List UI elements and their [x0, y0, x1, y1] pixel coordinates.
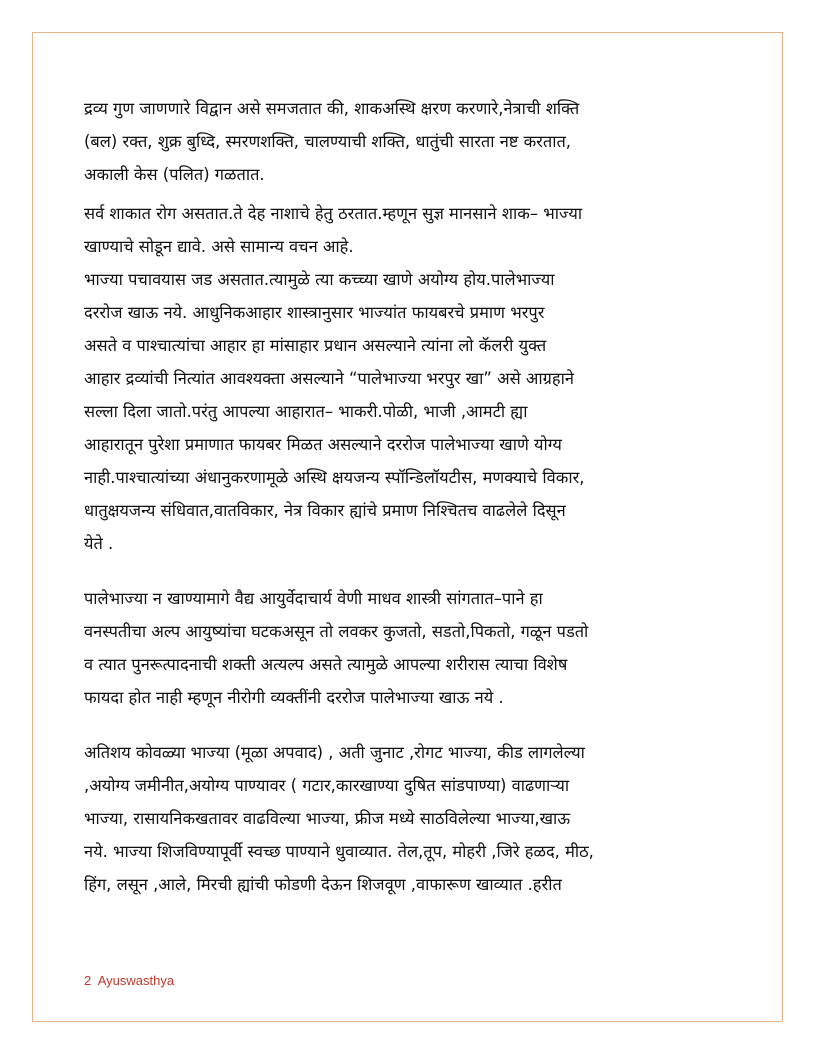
text-line: ,अयोग्य जमीनीत,अयोग्य पाण्यावर ( गटार,कारखाण्या दुषित सांडपाण्या) वाढणाऱ्या	[84, 776, 570, 795]
page-footer	[84, 973, 174, 988]
text-line: भाज्या पचावयास जड असतात.त्यामुळे त्या कच्च्या खाणे अयोग्य होय.पालेभाज्या	[84, 270, 555, 289]
footer-title: Ayuswasthya	[97, 973, 175, 988]
paragraph-5	[84, 736, 734, 901]
text-line: व त्यात पुनरूत्पादनाची शक्ती अत्यल्प असते त्यामुळे आपल्या शरीरास त्याचा विशेष	[84, 655, 568, 674]
paragraph-4	[84, 582, 734, 714]
text-line: भाज्या, रासायनिकखतावर वाढविल्या भाज्या, फ्रीज मध्ये साठविलेल्या भाज्या,खाऊ	[84, 809, 571, 828]
text-line: अतिशय कोवळ्या भाज्या (मूळा अपवाद) , अती जुनाट ,रोगट भाज्या, कीड लागलेल्या	[84, 743, 585, 762]
page-number: 2	[84, 973, 92, 988]
paragraph-3	[84, 263, 734, 560]
text-line: अकाली केस (पलित) गळतात.	[84, 165, 265, 184]
text-line: येते .	[84, 534, 114, 553]
text-line: सर्व शाकात रोग असतात.ते देह नाशाचे हेतु ठरतात.म्हणून सुज्ञ मानसाने शाक– भाज्या	[84, 204, 583, 223]
text-line: आहार द्रव्यांची नित्यांत आवश्यक्ता असल्याने “पालेभाज्या भरपुर खा” असे आग्रहाने	[84, 369, 574, 388]
text-line: नये. भाज्या शिजविण्यापूर्वी स्वच्छ पाण्याने धुवाव्यात. तेल,तूप, मोहरी ,जिरे हळद, मीठ,	[84, 842, 594, 861]
text-line: धातुक्षयजन्य संधिवात,वातविकार, नेत्र विकार ह्यांचे प्रमाण निश्चितच वाढलेले दिसून	[84, 501, 566, 520]
text-line: पालेभाज्या न खाण्यामागे वैद्य आयुर्वेदाचार्य वेणी माधव शास्त्री सांगतात–पाने हा	[84, 589, 543, 608]
text-line: वनस्पतीचा अल्प आयुष्यांचा घटकअसून तो लवकर कुजतो, सडतो,पिकतो, गळून पडतो	[84, 622, 589, 641]
text-line: खाण्याचे सोडून द्यावे. असे सामान्य वचन आहे.	[84, 237, 354, 256]
document-body	[84, 92, 734, 901]
text-line: द्रव्य गुण जाणणारे विद्वान असे समजतात की, शाकअस्थि क्षरण करणारे,नेत्राची शक्ति	[84, 99, 580, 118]
text-line: सल्ला दिला जातो.परंतु आपल्या आहारात– भाकरी.पोळी, भाजी ,आमटी ह्या	[84, 402, 528, 421]
text-line: आहारातून पुरेशा प्रमाणात फायबर मिळत असल्याने दररोज पालेभाज्या खाणे योग्य	[84, 435, 562, 454]
text-line: हिंग, लसून ,आले, मिरची ह्यांची फोडणी देऊन शिजवूण ,वाफारूण खाव्यात .हरीत	[84, 875, 562, 894]
text-line: फायदा होत नाही म्हणून नीरोगी व्यक्तींनी दररोज पालेभाज्या खाऊ नये .	[84, 688, 504, 707]
text-line: (बल) रक्त, शुक्र बुध्दि, स्मरणशक्ति, चालण्याची शक्ति, धातुंची सारता नष्ट करतात,	[84, 132, 572, 151]
paragraph-1	[84, 92, 734, 191]
text-line: नाही.पाश्चात्यांच्या अंधानुकरणामूळे अस्थि क्षयजन्य स्पॉन्डिलॉयटीस, मणक्याचे विकार,	[84, 468, 585, 487]
text-line: दररोज खाऊ नये. आधुनिकआहार शास्त्रानुसार भाज्यांत फायबरचे प्रमाण भरपुर	[84, 303, 545, 322]
paragraph-2	[84, 197, 734, 263]
text-line: असते व पाश्चात्यांचा आहार हा मांसाहार प्रधान असल्याने त्यांना लो कॅलरी युक्त	[84, 336, 547, 355]
